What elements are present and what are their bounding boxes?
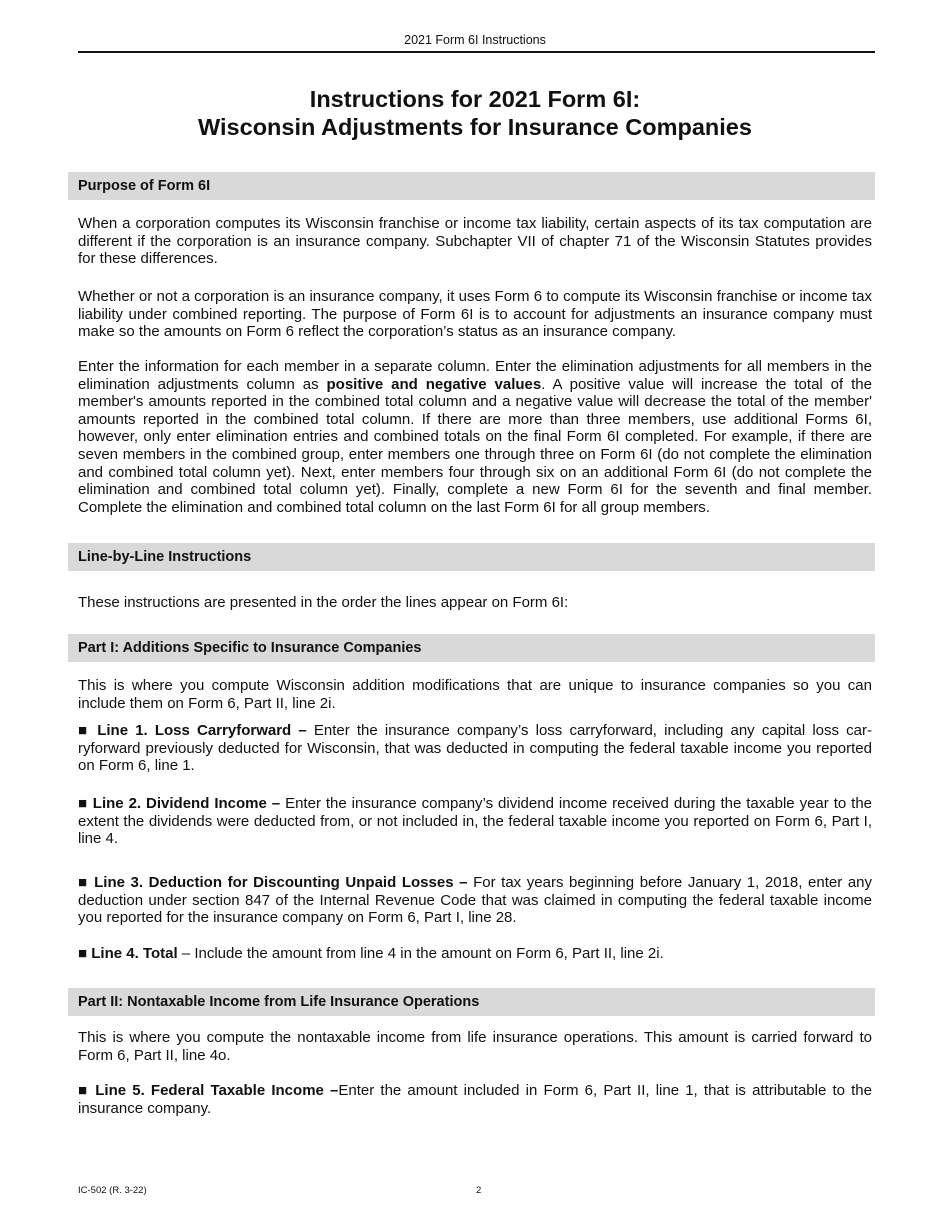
line-text: Enter the insurance company’s loss carryforward, including any capital loss carryforward previously deducted for Wisconsin, that was deducted in computing the federal taxable income you reported on Form 6, line 1. [78,722,872,775]
section-heading: Part II: Nontaxable Income from Life Insurance Operations [78,994,480,1010]
paragraph [78,358,872,516]
emphasis: positive and negative values [326,375,542,393]
title-line-1: Instructions for 2021 Form 6I: [309,86,641,112]
page-title [0,85,950,141]
line-3-instruction [78,874,872,927]
running-header: 2021 Form 6I Instructions [404,33,546,47]
line-label: Line 5. Federal Taxable Income – [95,1082,339,1099]
paragraph: Whether or not a corporation is an insurance company, it uses Form 6 to compute its Wisconsin franchise or income tax liability under combined reporting. The purpose of Form 6I is to account for adjustments an insurance company must make so the amounts on Form 6 reflect the corporation’s status as an insurance company. [78,288,872,341]
line-4-instruction [78,945,872,963]
bullet-icon: ■ [78,722,91,739]
line-label: Line 1. Loss Carryforward – [97,722,307,739]
line-text: Enter the amount included in Form 6, Part II, line 1, that is attributable to the insurance company. [78,1082,872,1117]
page-number: 2 [476,1185,482,1196]
bullet-icon: ■ [78,1082,90,1099]
line-label: Line 4. Total [91,945,178,962]
section-line-by-line [68,543,875,571]
bullet-icon: ■ [78,874,89,891]
line-text: For tax years beginning before January 1, 2018, enter any deduction under section 847 of the Internal Revenue Code that was claimed in computing the federal taxable income you reported for the insurance company on Form 6, Part I, line 28. [78,874,873,927]
paragraph: When a corporation computes its Wisconsin franchise or income tax liability, certain aspects of its tax computation are different if the corporation is an insurance company. Subchapter VII of chapter 71 of the Wisconsin Statutes provides for these differences. [78,215,872,268]
title-line-2: Wisconsin Adjustments for Insurance Companies [198,114,752,140]
line-text: – Include the amount from line 4 in the amount on Form 6, Part II, line 2i. [177,945,664,962]
paragraph: This is where you compute the nontaxable income from life insurance operations. This amount is carried forward to Form 6, Part II, line 4o. [78,1029,872,1064]
form-id: IC-502 (R. 3-22) [78,1185,147,1196]
paragraph: These instructions are presented in the order the lines appear on Form 6I: [78,594,569,611]
section-heading: Purpose of Form 6I [78,178,211,194]
bullet-icon: ■ [78,795,88,812]
bullet-icon: ■ [78,945,88,962]
section-heading: Line-by-Line Instructions [78,549,252,565]
line-label: Line 2. Dividend Income – [92,795,281,812]
section-part1 [68,634,875,662]
header-rule [78,51,875,53]
section-purpose [68,172,875,200]
line-5-instruction [78,1082,872,1117]
line-label: Line 3. Deduction for Discounting Unpaid Losses – [94,874,468,891]
section-part2 [68,988,875,1016]
line-1-instruction [78,722,872,775]
text: . A positive value will increase the total of the member's amounts reported in the combined total column and a negative value will decrease the total of the member' amounts reported in the combined total column. If there are more than three members, use additional Forms 6I, however, only enter elimination entries and combined totals on the final Form 6I completed. For example, if there are seven members in the combined group, enter members one through three on Form 6I (do not complete the elimination and combined total column yet). Next, enter members four through six on an additional Form 6I (do not complete the elimination and combined total column yet). Finally, complete a new Form 6I for the seventh and final member. Complete the elimination and combined total column on the last Form 6I for all group members. [78,375,872,516]
section-heading: Part I: Additions Specific to Insurance Companies [78,640,422,656]
line-2-instruction [78,795,872,848]
paragraph: This is where you compute Wisconsin addition modifications that are unique to insurance companies so you can include them on Form 6, Part II, line 2i. [78,677,872,712]
text: Enter the information for each member in a separate column. Enter the elimination adjustments for all members in the elimination adjustments column as [78,358,872,393]
line-text: Enter the insurance company’s dividend income received during the taxable year to the extent the dividends were deducted from, or not included in, the federal taxable income you reported on Form 6, Part I, line 4. [78,795,873,848]
